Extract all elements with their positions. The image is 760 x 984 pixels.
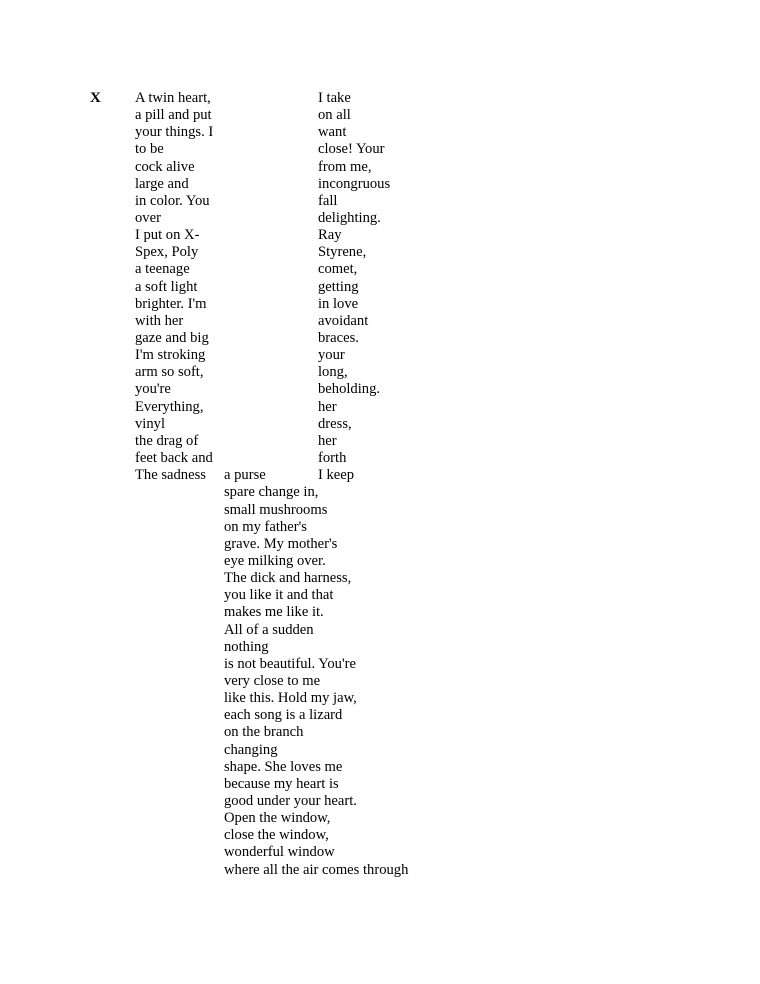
left-column-line: large and (135, 175, 189, 192)
left-column-line: I put on X- (135, 227, 200, 244)
poem-right-column (318, 90, 390, 484)
left-column-line: Spex, Poly (135, 244, 199, 261)
middle-column-line: wonderful window (224, 844, 335, 861)
right-column-line: fall (318, 192, 338, 209)
right-column-line: comet, (318, 261, 358, 278)
right-column-line: long, (318, 364, 348, 381)
right-column-line: close! Your (318, 141, 385, 158)
middle-column-line: very close to me (224, 672, 321, 689)
middle-column-line: shape. She loves me (224, 758, 343, 775)
middle-column-line: you like it and that (224, 587, 334, 604)
left-column-line: to be (135, 141, 164, 158)
right-column-line: beholding. (318, 381, 381, 398)
left-column-line: Everything, (135, 398, 204, 415)
right-column-line: avoidant (318, 312, 369, 329)
right-column-line: her (318, 432, 337, 449)
right-column-line: dress, (318, 415, 352, 432)
right-column-line: your (318, 347, 345, 364)
right-column-line: from me, (318, 158, 372, 175)
middle-column-line: good under your heart. (224, 792, 357, 809)
right-column-line: in love (318, 295, 359, 312)
right-column-line: incongruous (318, 175, 391, 192)
left-column-line: your things. I (135, 124, 214, 141)
middle-column-line: is not beautiful. You're (224, 655, 356, 672)
left-column-line: vinyl (135, 415, 165, 432)
right-column-line: on all (318, 107, 351, 124)
right-column-line: I keep (318, 467, 355, 484)
middle-column-line: Open the window, (224, 810, 331, 827)
left-column-line: a soft light (135, 278, 198, 295)
middle-column-line: eye milking over. (224, 553, 326, 569)
middle-column-line: small mushrooms (224, 501, 328, 518)
left-column-line: arm so soft, (135, 364, 204, 381)
left-column-line: gaze and big (135, 329, 209, 346)
left-column-line: feet back and (135, 449, 213, 466)
right-column-line: braces. (318, 329, 359, 346)
left-column-line: over (135, 209, 161, 226)
middle-column-line: a purse (224, 467, 266, 484)
section-marker: X (90, 90, 101, 106)
right-column-line: want (318, 124, 347, 141)
left-column-line: I'm stroking (135, 347, 206, 364)
left-column-line: A twin heart, (135, 90, 211, 106)
middle-column-line: close the window, (224, 827, 329, 844)
middle-column-line: on my father's (224, 518, 307, 535)
left-column-line: brighter. I'm (135, 295, 207, 312)
middle-column-line: each song is a lizard (224, 707, 343, 724)
poem-left-column (135, 90, 213, 484)
left-column-line: cock alive (135, 158, 195, 175)
right-column-line: getting (318, 278, 359, 295)
left-column-line: a teenage (135, 261, 190, 278)
poem-middle-column (224, 467, 408, 878)
left-column-line: the drag of (135, 432, 199, 449)
middle-column-line: The dick and harness, (224, 570, 352, 587)
left-column-line: a pill and put (135, 107, 212, 124)
right-column-line: Styrene, (318, 244, 367, 261)
right-column-line: Ray (318, 227, 342, 244)
left-column-line: The sadness (135, 467, 206, 484)
middle-column-line: All of a sudden (224, 621, 314, 638)
right-column-line: I take (318, 90, 351, 106)
middle-column-line: grave. My mother's (224, 535, 338, 552)
left-column-line: with her (135, 312, 184, 329)
middle-column-line: like this. Hold my jaw, (224, 690, 357, 707)
middle-column-line: on the branch (224, 724, 304, 741)
middle-column-line: spare change in, (224, 484, 319, 501)
middle-column-line: because my heart is (224, 775, 339, 792)
right-column-line: her (318, 398, 337, 415)
right-column-line: forth (318, 449, 347, 466)
middle-column-line: where all the air comes through (224, 861, 409, 878)
left-column-line: you're (135, 381, 171, 398)
right-column-line: delighting. (318, 209, 381, 226)
middle-column-line: changing (224, 741, 278, 758)
middle-column-line: makes me like it. (224, 604, 324, 621)
middle-column-line: nothing (224, 638, 269, 655)
left-column-line: in color. You (135, 192, 210, 209)
